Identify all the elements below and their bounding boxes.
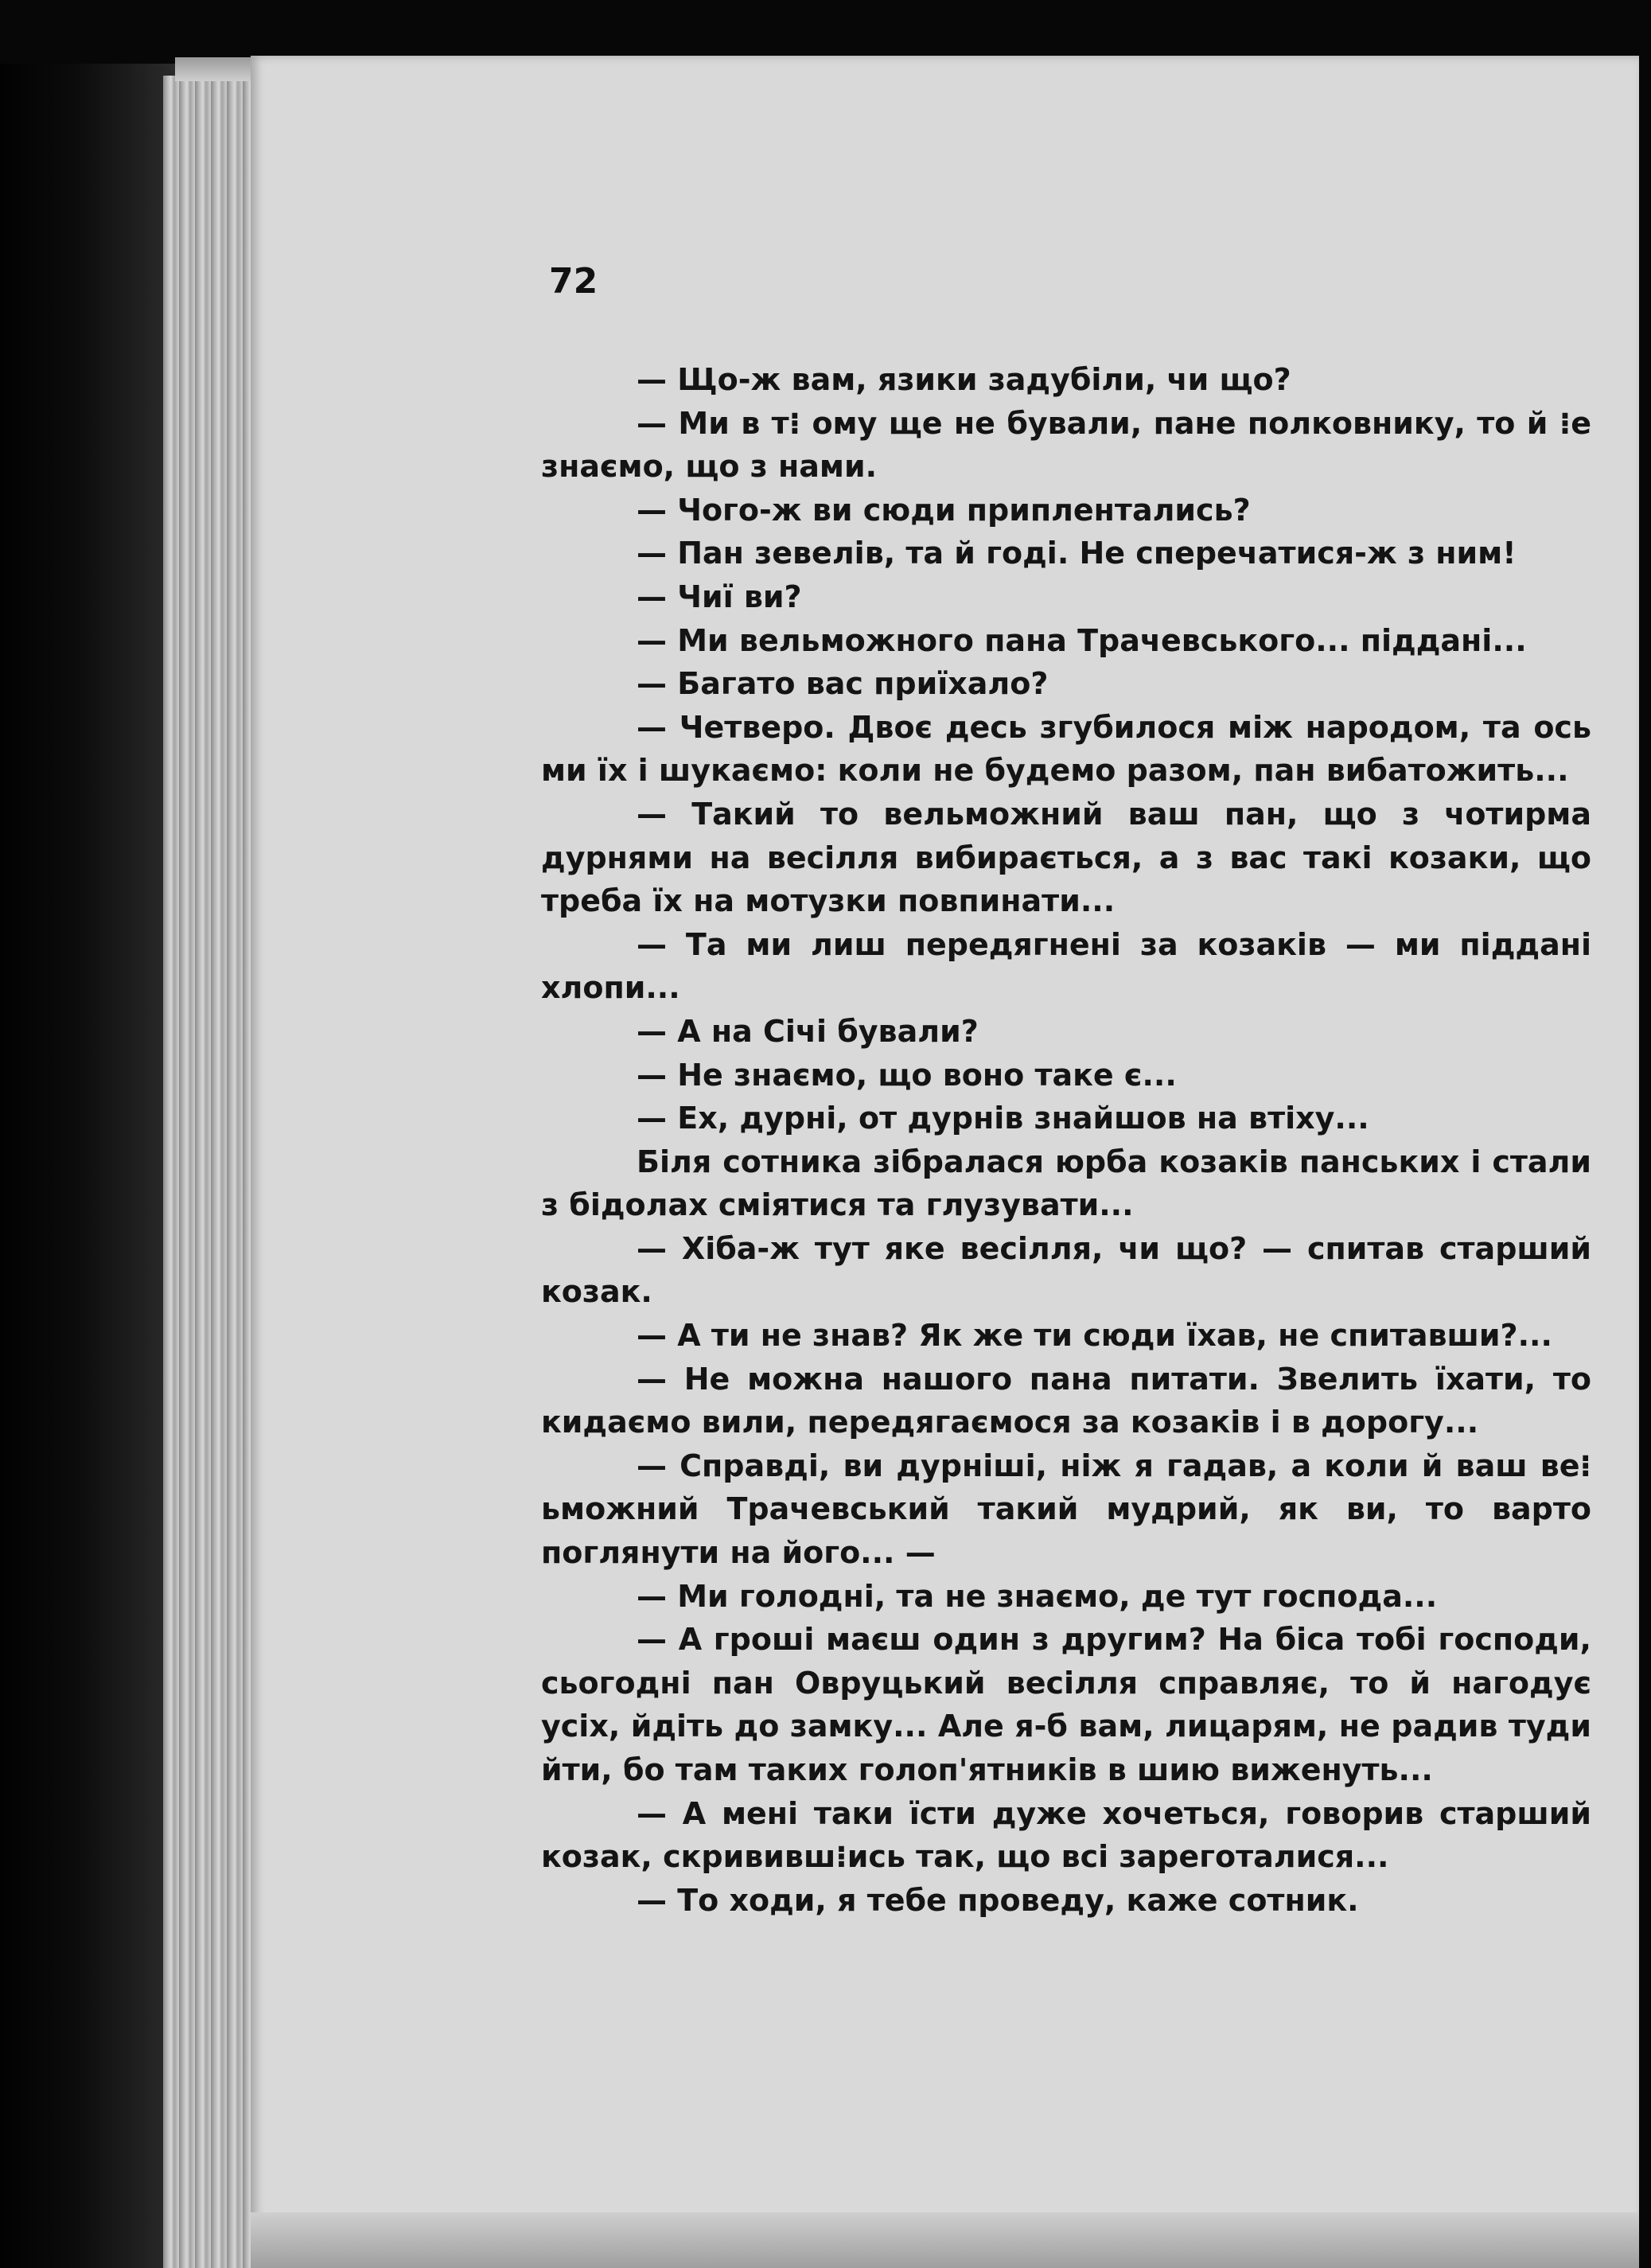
paragraph: — Не знаємо, що воно таке є... — [637, 1057, 1177, 1093]
paragraph: — Не можна нашого пана питати. Звелить їхати, то кидаємо вили, передягаємося за козаків і в дорогу... — [541, 1361, 1591, 1440]
paragraph: — А ти не знав? Як же ти сюди їхав, не спитавши?... — [637, 1318, 1552, 1354]
paragraph: — А на Січі бували? — [637, 1013, 979, 1049]
paragraph: — Що-ж вам, язики задубіли, чи що? — [637, 362, 1291, 397]
paragraph: — Чиї ви? — [637, 579, 802, 614]
paragraph: — А мені таки їсти дуже хочеться, говорив старший козак, скрививш⁝ись так, що всі зареготалися... — [541, 1795, 1591, 1875]
page-bottom-edge — [251, 2212, 1639, 2268]
paragraph: — Хіба-ж тут яке весілля, чи що? — спитав старший козак. — [541, 1230, 1591, 1310]
paragraph: — Ми голодні, та не знаємо, де тут господа... — [637, 1578, 1438, 1614]
paragraph: — Пан зевелів, та й годі. Не сперечатися-ж з ним! — [637, 536, 1517, 571]
paragraph: — Ех, дурні, от дурнів знайшов на втіху... — [637, 1101, 1369, 1136]
paragraph: Біля сотника зібралася юрба козаків панських і стали з бідолах сміятися та глузувати... — [541, 1144, 1591, 1223]
paragraph: — Чого-ж ви сюди приплентались? — [637, 492, 1251, 528]
paragraph: — Ми в т⁝ ому ще не бували, пане полковнику, то й ⁝е знаємо, що з нами. — [541, 405, 1591, 485]
paragraph: — А гроші маєш один з другим? На біса тобі господи, сьогодні пан Овруцький весілля справляє, то й нагодує усіх, йдіть до замку... Але я-б вам, лицарям, не радив туди йти, бо там таких голоп'ятників в шию виженуть... — [541, 1622, 1591, 1787]
paragraph: — Ми вельможного пана Трачевського... піддані... — [637, 622, 1527, 658]
paragraph: — То ходи, я тебе проведу, каже сотник. — [637, 1882, 1359, 1918]
book-spine-shadow — [0, 64, 183, 2268]
paragraph: — Багато вас приїхало? — [637, 666, 1049, 702]
paragraph: — Справді, ви дурніші, ніж я гадав, а коли й ваш ве⁝ ьможний Трачевський такий мудрий, як ви, то варто поглянути на його... — — [541, 1448, 1591, 1571]
page-text — [541, 358, 1591, 1922]
paragraph: — Четверо. Двоє десь згубилося між народом, та ось ми їх і шукаємо: коли не будемо разом, пан вибатожить... — [541, 709, 1591, 789]
page-number: 72 — [549, 261, 598, 302]
paragraph: — Та ми лиш передягнені за козаків — ми піддані хлопи... — [541, 926, 1591, 1006]
paragraph: — Такий то вельможний ваш пан, що з чотирма дурнями на весілля вибирається, а з вас такі козаки, що треба їх на мотузки повпинати... — [541, 796, 1591, 919]
